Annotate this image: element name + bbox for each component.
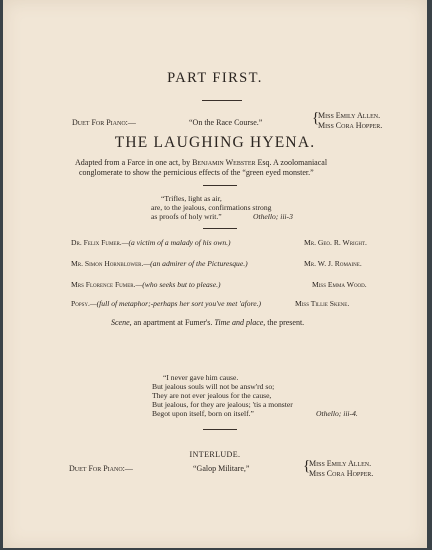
cast-row xyxy=(71,280,221,289)
cast-row xyxy=(71,238,231,247)
quote2-line-3: They are not ever jealous for the cause, xyxy=(152,391,272,400)
part-title: PART FIRST. xyxy=(167,70,263,86)
performer-brace: { xyxy=(312,110,320,126)
interlude-duet-label: Duet For Piano:— xyxy=(69,464,133,473)
adapted-line-1 xyxy=(75,158,327,167)
cast-desc: —(an admirer of the Picturesque.) xyxy=(143,259,248,268)
quote1-line-1: “Trifles, light as air, xyxy=(161,194,222,203)
interlude-performer-2: Miss Cora Hopper. xyxy=(309,469,374,478)
quote1-rule xyxy=(203,228,237,229)
title-rule xyxy=(202,100,242,101)
program-page xyxy=(3,0,427,548)
cast-row xyxy=(71,259,248,268)
duet-performer-2: Miss Cora Hopper. xyxy=(318,121,383,130)
duet-piece: “On the Race Course.” xyxy=(189,118,263,127)
scene-time: the present. xyxy=(267,318,305,327)
quote1-line-3: as proofs of holy writ.” xyxy=(151,212,222,221)
performer-brace: { xyxy=(303,458,311,474)
adapted-line-2: conglomerate to show the pernicious effects of the “green eyed monster.” xyxy=(79,168,314,177)
duet-performer-1: Miss Emily Allen. xyxy=(318,111,381,120)
cast-desc: —(a victim of a malady of his own.) xyxy=(121,238,231,247)
quote1-cite: Othello; iii-3 xyxy=(253,212,293,221)
play-title: THE LAUGHING HYENA. xyxy=(114,134,316,151)
cast-actor: Mr. Geo. R. Wright. xyxy=(304,238,367,247)
adapted-rule xyxy=(203,185,237,186)
cast-name: Dr. Felix Fumer. xyxy=(71,238,122,247)
quote2-line-2: But jealous souls will not be answ'rd so; xyxy=(152,382,275,391)
scene-place: an apartment at Fumer's. xyxy=(133,318,213,327)
quote2-line-1: “I never gave him cause. xyxy=(163,373,239,382)
quote2-rule xyxy=(203,429,237,430)
interlude-title: INTERLUDE. xyxy=(189,450,241,459)
scene-time-label: Time and place, xyxy=(214,318,266,327)
cast-name: Mr. Simon Hornblower. xyxy=(71,259,144,268)
quote2-line-5: Begot upon itself, born on itself.” xyxy=(152,409,254,418)
cast-name: Popsy. xyxy=(71,299,90,308)
duet-label: Duet For Piano:— xyxy=(72,118,136,127)
cast-actor: Miss Emma Wood. xyxy=(312,280,367,289)
cast-actor: Mr. W. J. Romaine. xyxy=(304,259,362,268)
adapted-author: Benjamin Webster xyxy=(192,158,256,167)
interlude-performer-1: Miss Emily Allen. xyxy=(309,459,372,468)
cast-actor: Miss Tillie Skene. xyxy=(295,299,350,308)
interlude-piece: “Galop Militare,” xyxy=(193,464,250,473)
quote1-line-2: are, to the jealous, confirmations strong xyxy=(151,203,272,212)
cast-name: Mrs Florence Fumer. xyxy=(71,280,136,289)
cast-row xyxy=(71,299,261,308)
adapted-pre: Adapted from a Farce in one act, by xyxy=(75,158,191,167)
scene-line xyxy=(111,318,304,327)
quote2-line-4: But jealous, for they are jealous; 'tis a monster xyxy=(152,400,293,409)
scene-label: Scene, xyxy=(111,318,132,327)
quote2-cite: Othello; iii-4. xyxy=(316,409,358,418)
cast-desc: —(who seeks but to please.) xyxy=(135,280,221,289)
cast-desc: —(full of metaphor;-perhaps her sort you've met 'afore.) xyxy=(89,299,262,308)
adapted-post: Esq. A zoolomaniacal xyxy=(257,158,328,167)
